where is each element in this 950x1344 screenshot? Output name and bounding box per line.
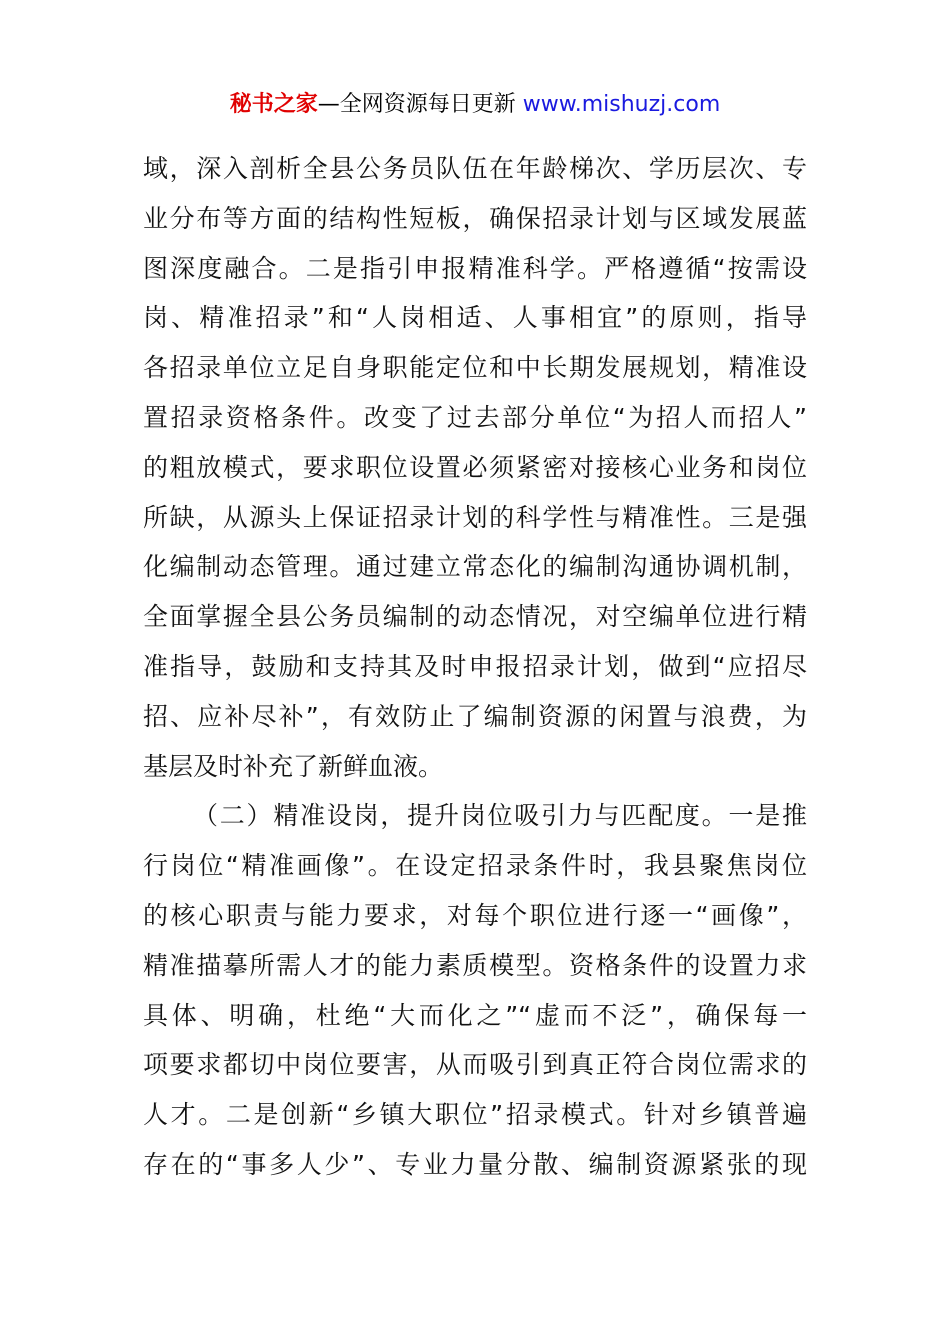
text-line: 精准描摹所需人才的能力素质模型。资格条件的设置力求 (143, 950, 807, 980)
text-line: 所缺，从源头上保证招录计划的科学性与精准性。三是强 (143, 502, 807, 532)
paragraph-end-line: 基层及时补充了新鲜血液。 (143, 751, 444, 781)
text-line: 项要求都切中岗位要害，从而吸引到真正符合岗位需求的 (143, 1050, 807, 1080)
text-line: 存在的“事多人少”、专业力量分散、编制资源紧张的现 (143, 1149, 807, 1179)
text-line: 的粗放模式，要求职位设置必须紧密对接核心业务和岗位 (143, 452, 807, 482)
text-line: 的核心职责与能力要求，对每个职位进行逐一“画像”， (143, 900, 807, 930)
header-tagline: —全网资源每日更新 (317, 92, 516, 117)
text-line: 具体、明确，杜绝“大而化之”“虚而不泛”，确保每一 (143, 1000, 807, 1030)
document-body (143, 144, 807, 1190)
header-brand: 秘书之家 (229, 92, 318, 117)
text-line: 图深度融合。二是指引申报精准科学。严格遵循“按需设 (143, 253, 807, 283)
text-line: 业分布等方面的结构性短板，确保招录计划与区域发展蓝 (143, 203, 807, 233)
text-line: 化编制动态管理。通过建立常态化的编制沟通协调机制， (143, 552, 807, 582)
text-line: 行岗位“精准画像”。在设定招录条件时，我县聚焦岗位 (143, 851, 807, 881)
text-line: 岗、精准招录”和“人岗相适、人事相宜”的原则，指导 (143, 303, 807, 333)
text-line: 全面掌握全县公务员编制的动态情况，对空编单位进行精 (143, 602, 807, 632)
section-heading-line: （二）精准设岗，提升岗位吸引力与匹配度。一是推 (193, 801, 807, 831)
page-header (0, 90, 950, 120)
text-line: 准指导，鼓励和支持其及时申报招录计划，做到“应招尽 (143, 651, 807, 681)
text-line: 置招录资格条件。改变了过去部分单位“为招人而招人” (143, 402, 807, 432)
text-line: 人才。二是创新“乡镇大职位”招录模式。针对乡镇普遍 (143, 1100, 807, 1130)
text-line: 招、应补尽补”，有效防止了编制资源的闲置与浪费，为 (143, 701, 807, 731)
header-url-link[interactable]: www.mishuzj.com (522, 92, 721, 117)
text-line: 各招录单位立足自身职能定位和中长期发展规划，精准设 (143, 353, 807, 383)
text-line: 域，深入剖析全县公务员队伍在年龄梯次、学历层次、专 (143, 154, 807, 183)
